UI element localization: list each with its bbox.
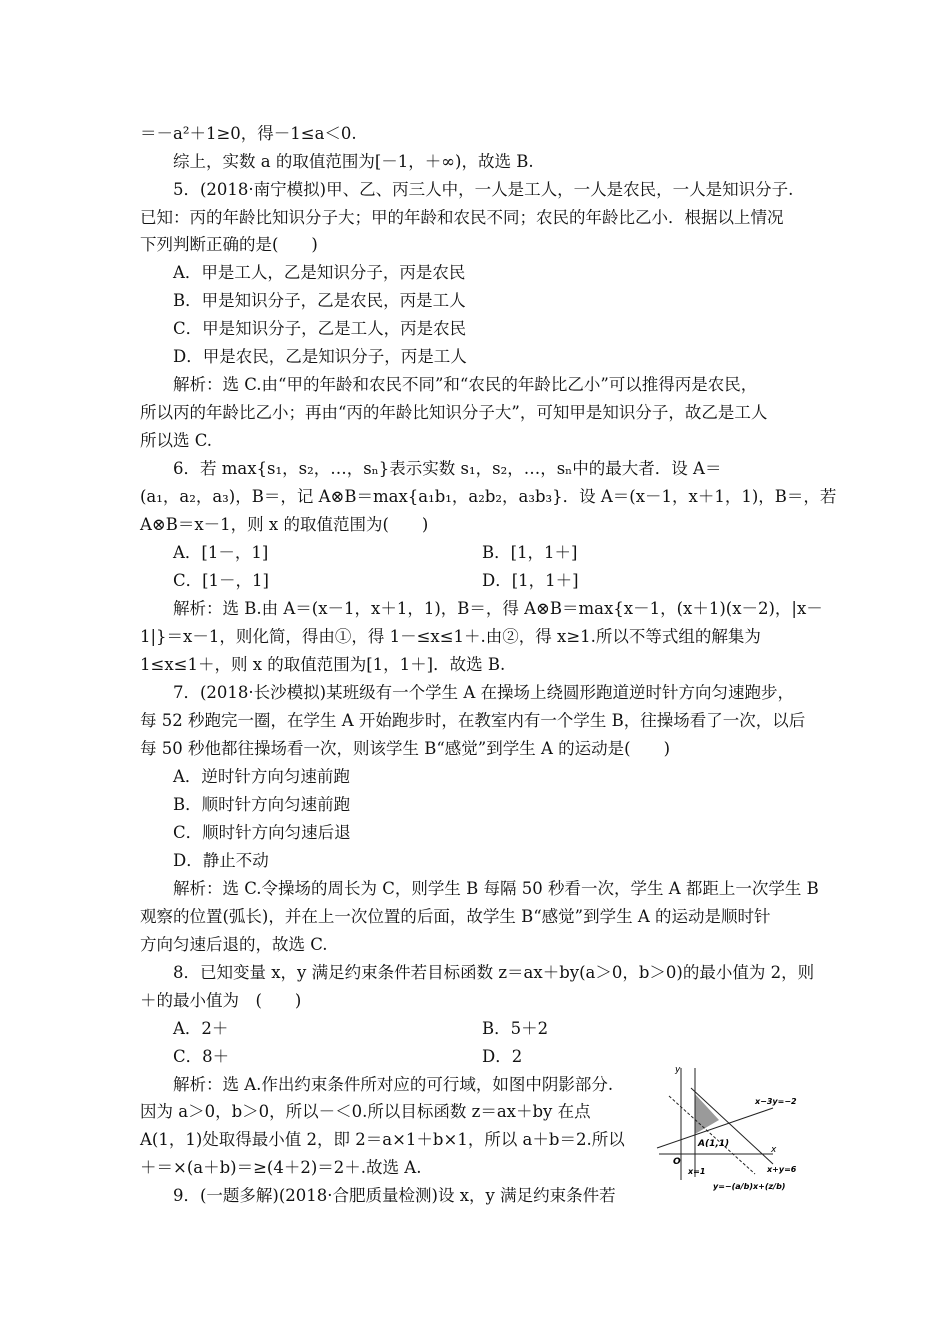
text-line: A⊗B＝x－1，则 x 的取值范围为( )	[140, 515, 429, 534]
text-line: ＋的最小值为 ( )	[140, 991, 302, 1010]
text-line: 所以选 C.	[140, 431, 213, 450]
text-line: 所以丙的年龄比乙小；再由“丙的年龄比知识分子大”，可知甲是知识分子，故乙是工人	[140, 403, 768, 422]
feasible-region-figure	[655, 1062, 815, 1192]
option-b: B．5＋2	[482, 1019, 549, 1038]
solution-text: 解析：选 A.作出约束条件所对应的可行域，如图中阴影部分.	[173, 1075, 614, 1094]
text-line: 因为 a＞0，b＞0，所以－＜0.所以目标函数 z＝ax＋by 在点	[140, 1102, 591, 1121]
option-a: A．[1－，1]	[173, 543, 269, 562]
text-line: A(1，1)处取得最小值 2，即 2＝a×1＋b×1，所以 a＋b＝2.所以	[140, 1130, 625, 1149]
text-line: 已知：丙的年龄比知识分子大；甲的年龄和农民不同；农民的年龄比乙小．根据以上情况	[140, 208, 784, 227]
x-axis-label: x	[771, 1145, 777, 1155]
option-d: D．2	[482, 1047, 523, 1066]
question-8-stem: 8．已知变量 x，y 满足约束条件若目标函数 z＝ax＋by(a＞0，b＞0)的最小值为 2，则	[173, 963, 815, 982]
option-a: A．2＋	[173, 1019, 229, 1038]
text-line: ＋＝×(a＋b)＝≥(4＋2)＝2＋.故选 A.	[140, 1158, 422, 1177]
text-line: 每 50 秒他都往操场看一次，则该学生 B“感觉”到学生 A 的运动是( )	[140, 739, 671, 758]
text-line: 每 52 秒跑完一圈，在学生 A 开始跑步时，在教室内有一个学生 B，往操场看了一次，以后	[140, 711, 806, 730]
option-b: B．[1，1＋]	[482, 543, 578, 562]
solution-text: 解析：选 C.令操场的周长为 C，则学生 B 每隔 50 秒看一次，学生 A 都距上一次学生 B	[173, 879, 819, 898]
question-6-stem: 6．若 max{s₁，s₂，…，sₙ}表示实数 s₁，s₂，…，sₙ中的最大者．设 A＝	[173, 459, 722, 478]
option-b: B．顺时针方向匀速前跑	[173, 795, 351, 814]
question-7-stem: 7．(2018·长沙模拟)某班级有一个学生 A 在操场上绕圆形跑道逆时针方向匀速跑步，	[173, 683, 795, 702]
text-line: 1≤x≤1＋，则 x 的取值范围为[1，1＋]．故选 B.	[140, 655, 506, 674]
text-line: ＝－a²＋1≥0，得－1≤a＜0.	[140, 124, 357, 143]
line1-label: x−3y=−2	[755, 1097, 797, 1106]
y-axis-label: y	[675, 1065, 681, 1075]
question-5-stem: 5．(2018·南宁模拟)甲、乙、丙三人中，一人是工人，一人是农民，一人是知识分子.	[173, 180, 794, 199]
text-line: 1|}＝x－1，则化简，得由①，得 1－≤x≤1＋.由②，得 x≥1.所以不等式组的解集为	[140, 627, 761, 646]
line3-label: x=1	[688, 1167, 706, 1176]
option-d: D．[1，1＋]	[482, 571, 579, 590]
solution-text: 解析：选 B.由 A＝(x－1，x＋1，1)，B＝，得 A⊗B＝max{x－1，(x＋1)(x－2)，|x－	[173, 599, 823, 618]
option-c: C．甲是知识分子，乙是工人，丙是农民	[173, 319, 467, 338]
option-a: A．逆时针方向匀速前跑	[173, 767, 350, 786]
option-b: B．甲是知识分子，乙是农民，丙是工人	[173, 291, 466, 310]
option-d: D．甲是农民，乙是知识分子，丙是工人	[173, 347, 467, 366]
line2-label: x+y=6	[767, 1165, 797, 1174]
option-a: A．甲是工人，乙是知识分子，丙是农民	[173, 263, 466, 282]
point-a-label: A(1,1)	[698, 1139, 730, 1149]
origin-label: O	[673, 1157, 681, 1167]
text-line: 方向匀速后退的，故选 C.	[140, 935, 328, 954]
text-line: 综上，实数 a 的取值范围为[－1，＋∞)，故选 B.	[173, 152, 534, 171]
option-c: C．顺时针方向匀速后退	[173, 823, 351, 842]
option-c: C．8＋	[173, 1047, 230, 1066]
objective-label: y=−(a/b)x+(z/b)	[713, 1182, 786, 1191]
text-line: 观察的位置(弧长)，并在上一次位置的后面，故学生 B“感觉”到学生 A 的运动是顺时针	[140, 907, 771, 926]
text-line: 下列判断正确的是( )	[140, 235, 318, 254]
option-d: D．静止不动	[173, 851, 269, 870]
option-c: C．[1－，1]	[173, 571, 269, 590]
solution-text: 解析：选 C.由“甲的年龄和农民不同”和“农民的年龄比乙小”可以推得丙是农民，	[173, 375, 758, 394]
question-9-stem: 9．(一题多解)(2018·合肥质量检测)设 x，y 满足约束条件若	[173, 1186, 616, 1205]
feasible-region-graph	[655, 1062, 815, 1192]
text-line: (a₁，a₂，a₃)，B＝，记 A⊗B＝max{a₁b₁，a₂b₂，a₃b₃}．设 A＝(x－1，x＋1，1)，B＝，若	[140, 487, 837, 506]
